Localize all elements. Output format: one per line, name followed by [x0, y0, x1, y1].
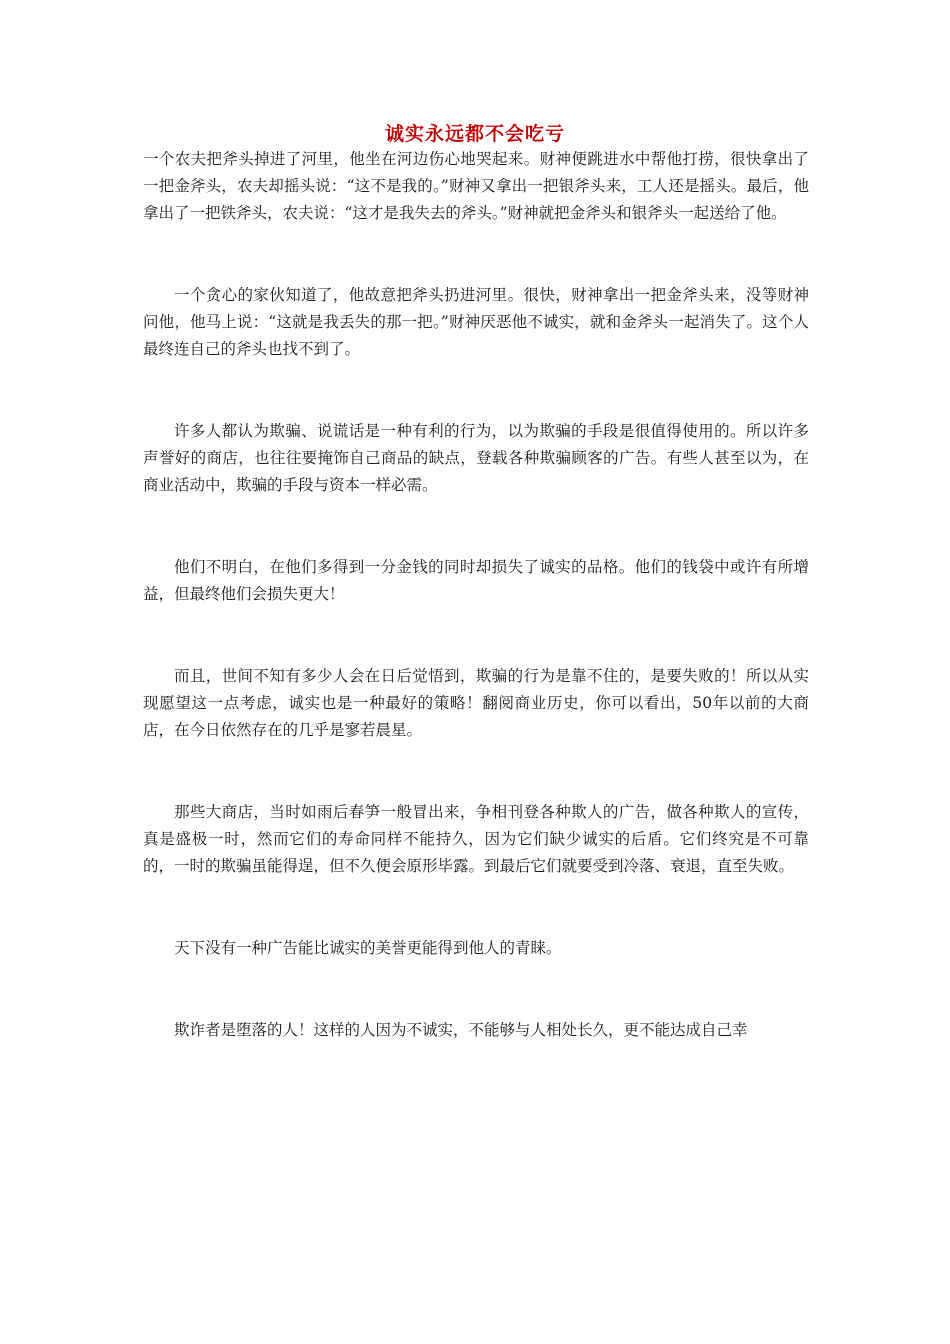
paragraph-spacer	[143, 499, 809, 526]
paragraph-spacer	[143, 989, 809, 1017]
paragraph-1: 一个农夫把斧头掉进了河里，他坐在河边伤心地哭起来。财神便跳进水中帮他打捞，很快拿出了一把金斧头，农夫却摇头说：“这不是我的。”财神又拿出一把银斧头来，工人还是摇头。最后，他拿出了一把铁斧头，农夫说：“这才是我失去的斧头。”财神就把金斧头和银斧头一起送给了他。	[143, 150, 809, 222]
paragraph-spacer	[143, 907, 809, 935]
paragraph-spacer	[143, 526, 809, 554]
document-title: 诚实永远都不会吃亏	[384, 123, 565, 145]
document-body	[143, 146, 809, 1044]
paragraph-spacer	[143, 962, 809, 989]
paragraph-spacer	[143, 363, 809, 390]
paragraph-5: 而且，世间不知有多少人会在日后觉悟到，欺骗的行为是靠不住的，是要失败的！所以从实现愿望这一点考虑，诚实也是一种最好的策略！翻阅商业历史，你可以看出，50年以前的大商店，在今日依然存在的几乎是寥若晨星。	[143, 667, 809, 739]
paragraph-spacer	[143, 744, 809, 771]
paragraph-spacer	[143, 771, 809, 799]
paragraph-8: 欺诈者是堕落的人！这样的人因为不诚实，不能够与人相处长久，更不能达成自己幸	[174, 1021, 748, 1039]
paragraph-4: 他们不明白，在他们多得到一分金钱的同时却损失了诚实的品格。他们的钱袋中或许有所增益，但最终他们会损失更大！	[143, 558, 809, 603]
paragraph-2: 一个贪心的家伙知道了，他故意把斧头扔进河里。很快，财神拿出一把金斧头来，没等财神问他，他马上说：“这就是我丢失的那一把。”财神厌恶他不诚实，就和金斧头一起消失了。这个人最终连自己的斧头也找不到了。	[143, 286, 809, 358]
paragraph-spacer	[143, 254, 809, 282]
paragraph-6: 那些大商店，当时如雨后春笋一般冒出来，争相刊登各种欺人的广告，做各种欺人的宣传，真是盛极一时，然而它们的寿命同样不能持久，因为它们缺少诚实的后盾。它们终究是不可靠的，一时的欺骗虽能得逞，但不久便会原形毕露。到最后它们就要受到冷落、衰退，直至失败。	[143, 803, 809, 875]
paragraph-spacer	[143, 635, 809, 663]
paragraph-spacer	[143, 390, 809, 418]
paragraph-spacer	[143, 227, 809, 254]
paragraph-spacer	[143, 608, 809, 635]
paragraph-3: 许多人都认为欺骗、说谎话是一种有利的行为，以为欺骗的手段是很值得使用的。所以许多声誉好的商店，也往往要掩饰自己商品的缺点，登载各种欺骗顾客的广告。有些人甚至以为，在商业活动中，欺骗的手段与资本一样必需。	[143, 422, 809, 494]
paragraph-7: 天下没有一种广告能比诚实的美誉更能得到他人的青睐。	[174, 939, 562, 957]
paragraph-spacer	[143, 880, 809, 907]
